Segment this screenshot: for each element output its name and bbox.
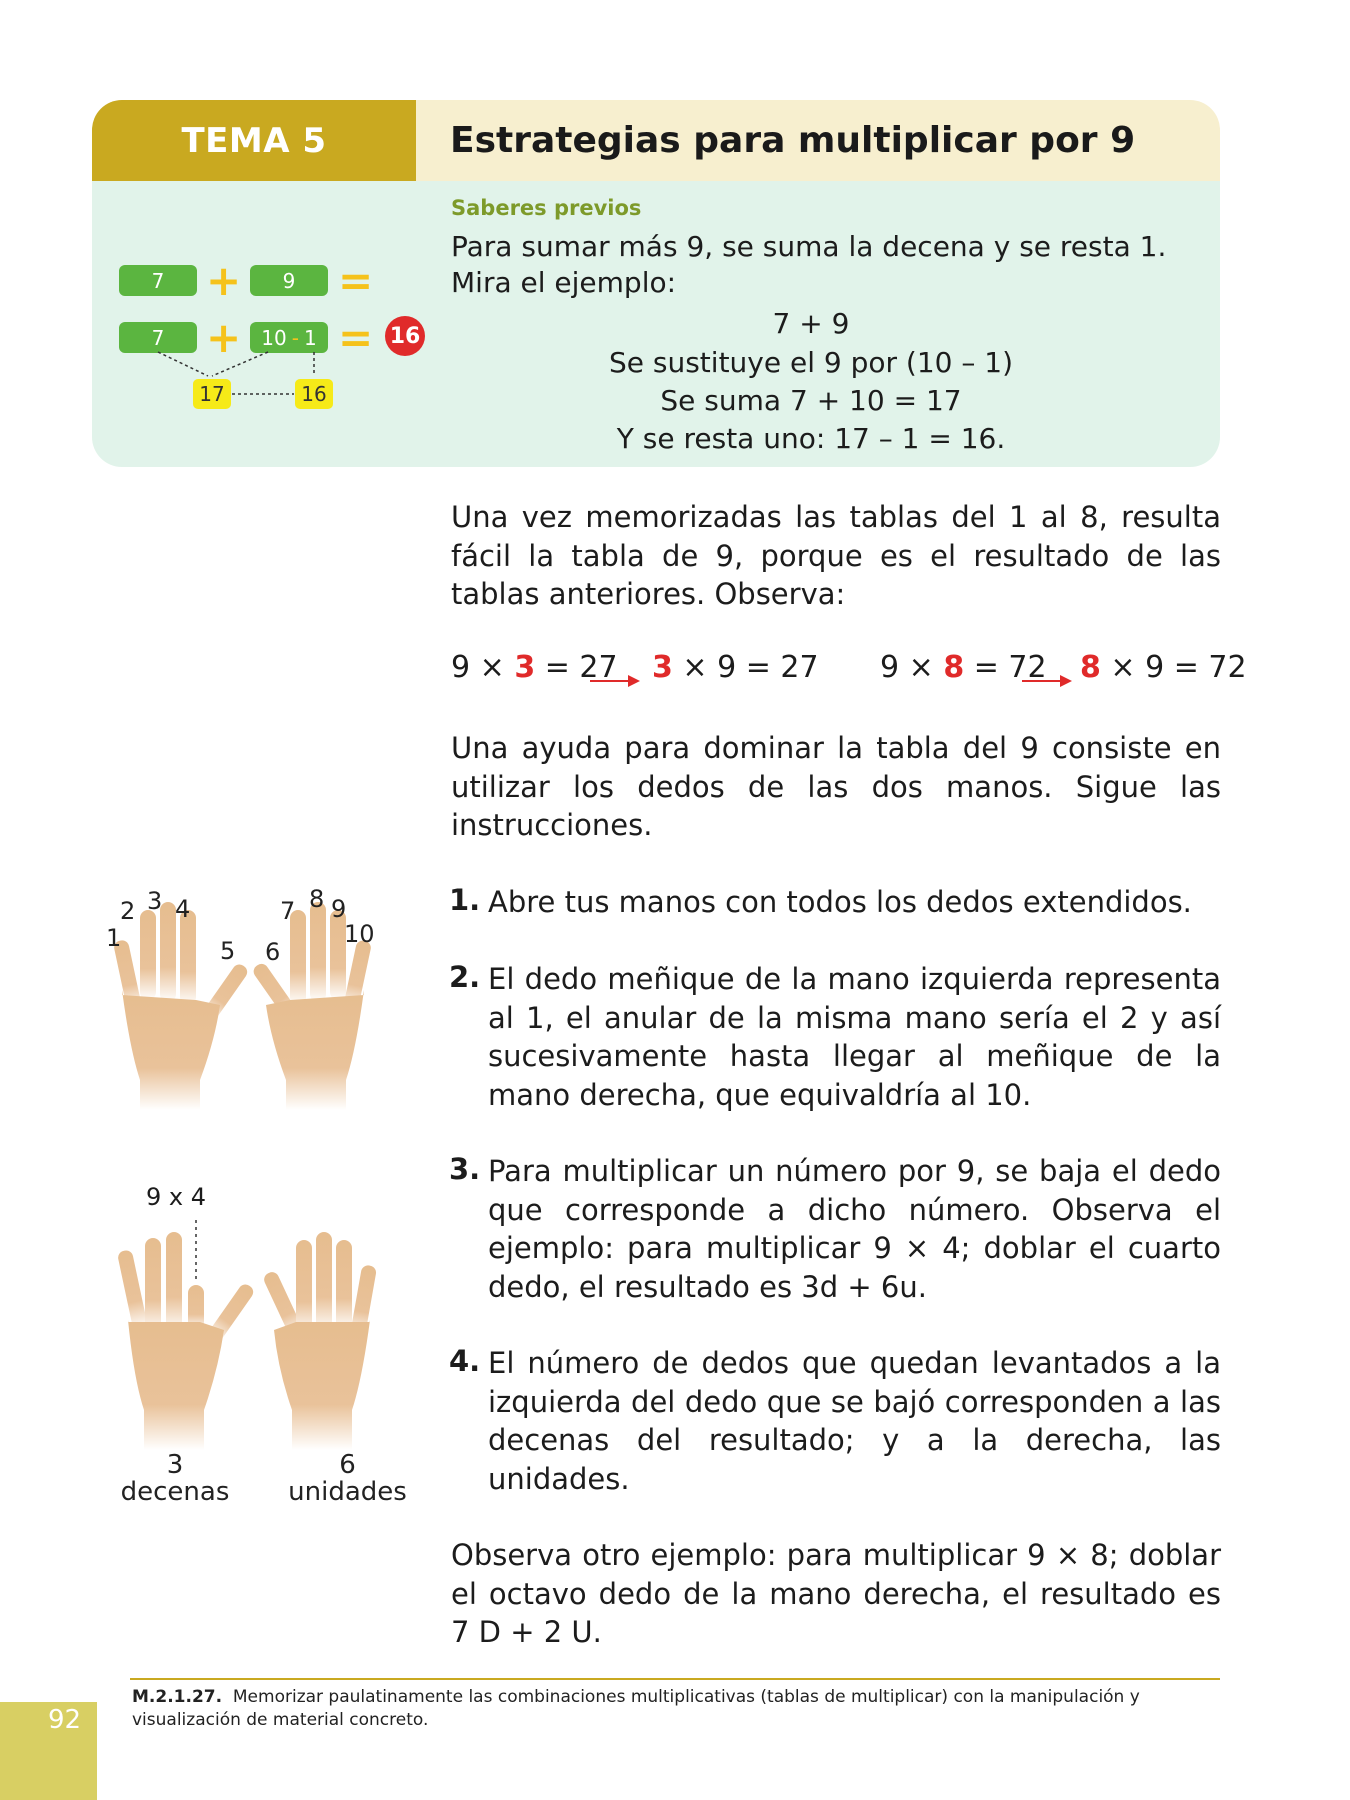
eq-highlight: 8 <box>943 650 965 685</box>
step-text: Abre tus manos con todos los dedos extendidos. <box>488 885 1192 919</box>
equation-2-right <box>1080 650 1247 685</box>
skill-code: M.2.1.27. <box>132 1687 223 1707</box>
arrow-icon <box>590 672 640 688</box>
eq-text: 9 × <box>880 650 934 685</box>
finger-number: 3 <box>147 887 163 915</box>
one-value: 1 <box>303 325 317 350</box>
eq-highlight: 3 <box>514 650 536 685</box>
step-text: El dedo meñique de la mano izquierda representa al 1, el anular de la misma mano sería el 2 y así sucesivamente hasta llegar al meñique de la mano derecha, que equivaldría al 10. <box>488 962 1221 1112</box>
prior-knowledge-label: Saberes previos <box>451 196 642 220</box>
units-count: 6 <box>339 1450 356 1480</box>
partial-sum-box: 17 <box>193 379 231 409</box>
eq-text: 9 × <box>451 650 505 685</box>
folded-finger-illustration <box>100 1210 400 1450</box>
title-bar <box>416 100 1220 181</box>
eq-text: = 72 <box>973 650 1047 685</box>
finger-number: 1 <box>106 924 122 952</box>
left-hand <box>113 902 250 1110</box>
intro-paragraph: Una vez memorizadas las tablas del 1 al 8, resulta fácil la tabla de 9, porque es el resultado de las tablas anteriores. Observa: <box>451 500 1221 611</box>
open-hands-illustration <box>100 880 400 1110</box>
minus-sign: - <box>291 325 299 350</box>
finger-number: 2 <box>120 897 136 925</box>
example-line: Se sustituye el 9 por (10 – 1) <box>608 346 1014 379</box>
decomposed-box <box>250 322 328 353</box>
example-line: Y se resta uno: 17 – 1 = 16. <box>616 422 1006 455</box>
step-number: 4. <box>449 1344 481 1378</box>
finger-number: 4 <box>175 895 191 923</box>
example-label: 9 x 4 <box>146 1183 206 1211</box>
tens-caption: decenas <box>120 1477 230 1507</box>
prior-knowledge-line: Mira el ejemplo: <box>451 266 677 299</box>
example-line: Se suma 7 + 10 = 17 <box>660 384 962 417</box>
result-circle: 16 <box>385 316 425 356</box>
plus-sign: + <box>206 313 242 362</box>
plus-sign: + <box>206 256 242 305</box>
prior-knowledge-line: Para sumar más 9, se suma la decena y se resta 1. <box>451 230 1167 263</box>
eq-highlight: 3 <box>652 650 673 685</box>
page-title: Estrategias para multiplicar por 9 <box>450 120 1136 161</box>
skill-description: Memorizar paulatinamente las combinaciones multiplicativas (tablas de multiplicar) con la manipulación y visualización de material concreto. <box>132 1687 1140 1730</box>
eq-text: = 27 <box>544 650 618 685</box>
eq-text: × 9 = 27 <box>682 650 819 685</box>
units-caption: unidades <box>288 1477 407 1507</box>
step-text: Para multiplicar un número por 9, se baja el dedo que corresponde a dicho número. Observa el ejemplo: para multiplicar 9 × 4; doblar el cuarto dedo, el resultado es 3d + 6u. <box>488 1154 1221 1304</box>
example-line: 7 + 9 <box>772 307 850 340</box>
closing-paragraph: Observa otro ejemplo: para multiplicar 9 × 8; doblar el octavo dedo de la mano derecha, el resultado es 7 D + 2 U. <box>451 1538 1221 1649</box>
finger-number: 7 <box>280 897 296 925</box>
partial-result-box: 16 <box>295 379 333 409</box>
tens-count: 3 <box>166 1450 184 1480</box>
step-number: 3. <box>449 1152 481 1186</box>
step-number: 2. <box>449 960 481 994</box>
curriculum-note <box>132 1686 1222 1732</box>
equation-1-right <box>652 650 819 685</box>
eq-text: × 9 = 72 <box>1110 650 1247 685</box>
tema-label: TEMA 5 <box>92 100 416 181</box>
eq-highlight: 8 <box>1080 650 1101 685</box>
ten-value: 10 <box>261 325 287 350</box>
page-number: 92 <box>48 1705 82 1735</box>
finger-number: 6 <box>265 938 281 966</box>
equals-sign: = <box>338 313 374 362</box>
addend-box: 7 <box>119 265 197 296</box>
equals-sign: = <box>338 256 374 305</box>
addend-box: 9 <box>250 265 328 296</box>
finger-number: 5 <box>220 937 236 965</box>
finger-number: 9 <box>331 895 347 923</box>
help-paragraph: Una ayuda para dominar la tabla del 9 consiste en utilizar los dedos de las dos manos. Sigue las instrucciones. <box>451 731 1221 842</box>
arrow-icon <box>1022 672 1072 688</box>
step-text: El número de dedos que quedan levantados a la izquierda del dedo que se bajó corresponden a las decenas del resultado; y a la derecha, las unidades. <box>488 1346 1221 1496</box>
finger-number: 8 <box>309 885 325 913</box>
footer-divider <box>130 1678 1220 1680</box>
addend-box: 7 <box>119 322 197 353</box>
step-number: 1. <box>449 883 481 917</box>
finger-number: 10 <box>344 920 375 948</box>
